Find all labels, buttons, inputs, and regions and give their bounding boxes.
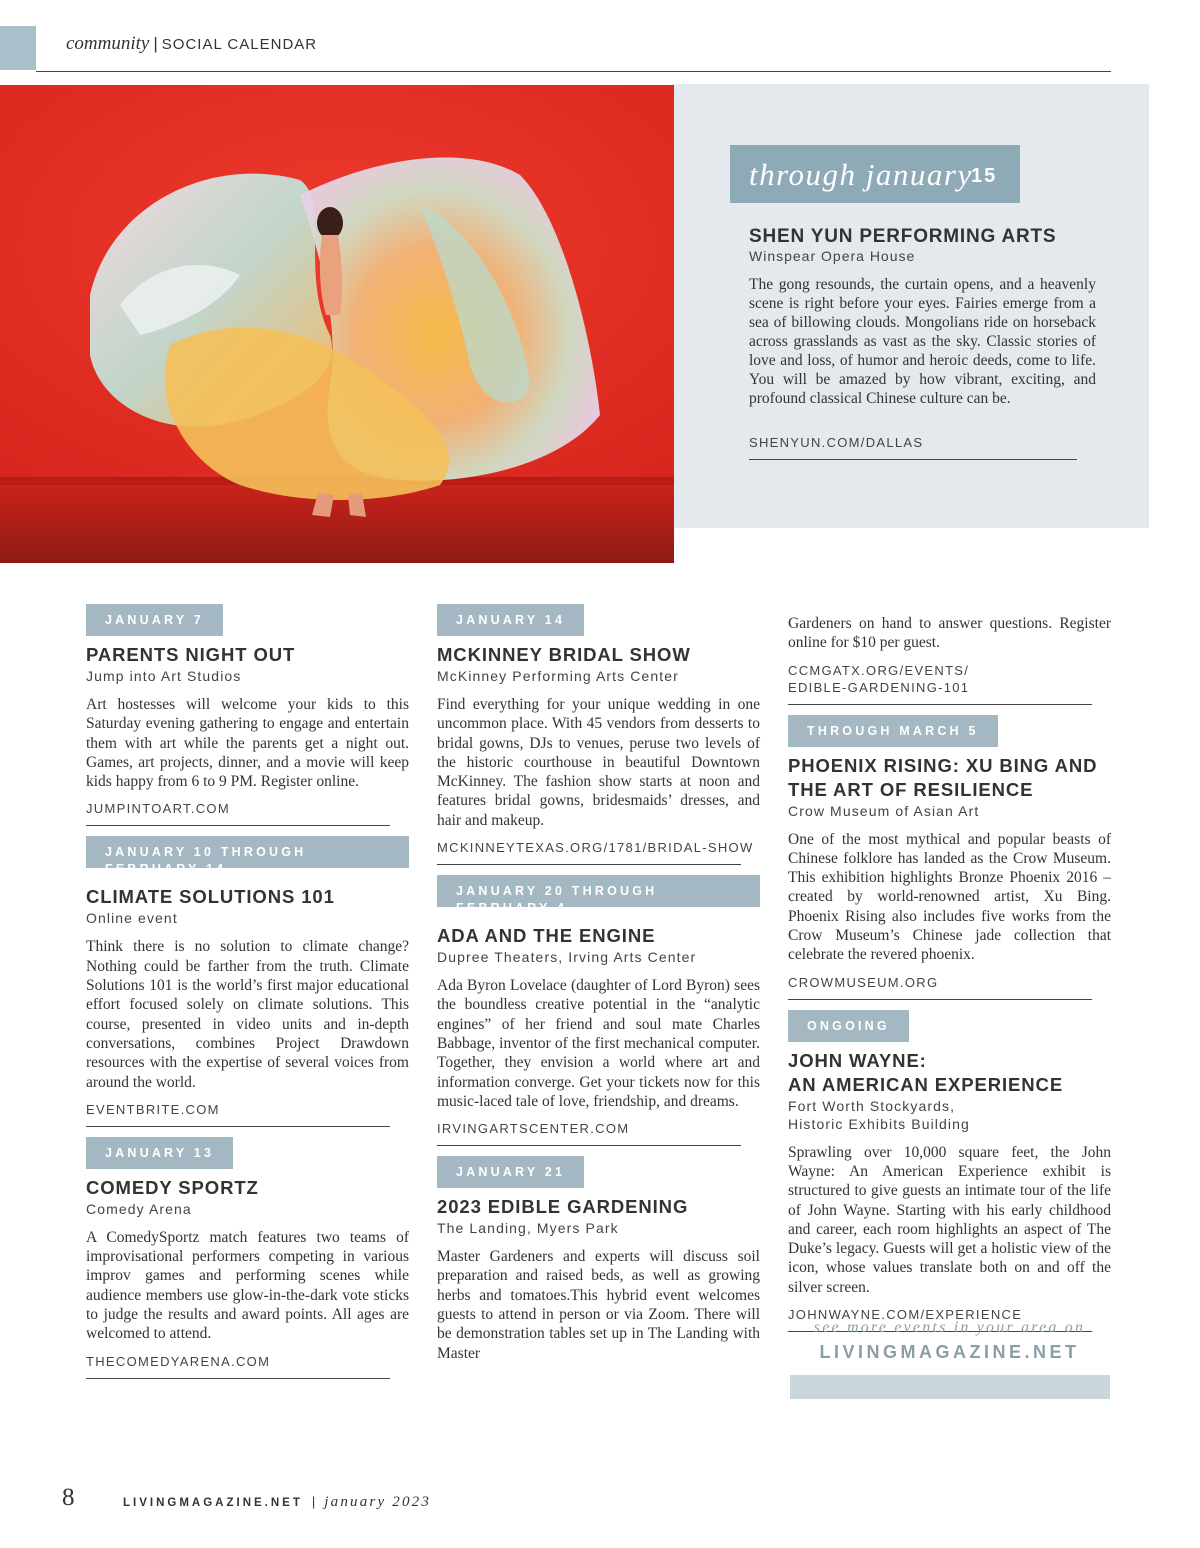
event-link[interactable]: IRVINGARTSCENTER.COM: [437, 1121, 630, 1137]
event-description: Sprawling over 10,000 square feet, the John Wayne: An American Experience exhibit is structured to give guests an intimate tour of the life of John Wayne. Starting with his early childhood and career, each room highlights an aspect of The Duke’s legacy. Guests will get a holistic view of the icon, whose values translate both on and off the silver screen.: [788, 1143, 1111, 1296]
event-title: [788, 754, 1111, 802]
event-venue-line-2: Historic Exhibits Building: [788, 1115, 970, 1132]
event-divider: [788, 704, 1092, 705]
feature-date-badge: [730, 145, 1020, 203]
event-link[interactable]: THECOMEDYARENA.COM: [86, 1353, 271, 1369]
header-tab: [0, 26, 36, 70]
feature-description: The gong resounds, the curtain opens, and a heavenly scene is right before your eyes. Fairies emerge from a sea of billowing clouds. Mongolians ride on horseback across grasslands as vast as the sky. Classic stories of love and loss, of humor and heroic deeds, come to life. You will be amazed by how vibrant, exciting, and profound classical Chinese culture can be.: [749, 276, 1096, 407]
event-title: COMEDY SPORTZ: [86, 1176, 259, 1198]
event-date-badge: ONGOING: [788, 1010, 909, 1042]
event-description: Master Gardeners and experts will discuss soil preparation and raised beds, as well as growing herbs and tomatoes.This hybrid event welcomes guests to attend in person or via Zoom. There will be demonstration tables set up in The Landing with Master: [437, 1248, 760, 1362]
event-divider: [86, 1126, 390, 1127]
event-divider: [437, 864, 741, 865]
page-number: 8: [62, 1484, 75, 1511]
more-events-bar: [790, 1375, 1110, 1399]
event-venue: The Landing, Myers Park: [437, 1220, 619, 1237]
event-climate-solutions: [86, 836, 409, 1126]
event-divider: [788, 999, 1092, 1000]
event-link-line-2: EDIBLE-GARDENING-101: [788, 679, 970, 695]
event-venue-line-1: Fort Worth Stockyards,: [788, 1097, 956, 1114]
event-description: Ada Byron Lovelace (daughter of Lord Byron) sees the boundless creative potential in the “analytic engines” of her friend and soul mate Charles Babbage, inventor of the first mechanical computer. Together, they envision a world where art and information converge. Get your tickets now for this music-laced tale of love, friendship, and dreams.: [437, 977, 760, 1110]
event-title: PARENTS NIGHT OUT: [86, 644, 296, 665]
event-date-badge: JANUARY 7: [86, 604, 223, 636]
section-name: community: [66, 33, 150, 54]
event-link[interactable]: JOHNWAYNE.COM/EXPERIENCE: [788, 1307, 1023, 1323]
event-date-badge: JANUARY 10 THROUGH FEBRUARY 14: [86, 836, 409, 868]
event-mckinney-bridal-show: [437, 604, 760, 865]
event-phoenix-rising: [788, 715, 1111, 1000]
event-venue: Crow Museum of Asian Art: [788, 802, 980, 819]
event-link[interactable]: EVENTBRITE.COM: [86, 1101, 220, 1117]
events-column-1: [86, 604, 409, 1389]
event-venue: Dupree Theaters, Irving Arts Center: [437, 949, 697, 966]
event-date-badge: JANUARY 20 THROUGH FEBRUARY 4: [437, 875, 760, 907]
event-link[interactable]: [788, 662, 1111, 696]
event-title-line-1: JOHN WAYNE:: [788, 1049, 927, 1071]
events-column-3: [788, 614, 1111, 1342]
event-description-continued: Gardeners on hand to answer questions. Register online for $10 per guest.: [788, 615, 1111, 652]
event-date-badge: JANUARY 21: [437, 1156, 584, 1188]
event-description: Art hostesses will welcome your kids to this Saturday evening gathering to engage and entertain them with art while the parents get a night out. Games, art projects, dinner, and a movie will keep kids happy from 6 to 9 PM. Register online.: [86, 696, 409, 791]
event-venue: [788, 1097, 1111, 1133]
event-date-badge: JANUARY 14: [437, 604, 584, 636]
event-description: A ComedySportz match features two teams of improvisational performers competing in various improv games and performing scenes while audience members use glow-in-the-dark vote sticks to judge the results and award points. All ages are welcomed to attend.: [86, 1228, 409, 1343]
more-events-prompt: see more events in your area on: [813, 1319, 1086, 1336]
event-link[interactable]: CROWMUSEUM.ORG: [788, 974, 939, 990]
feature-photo-dancer: [0, 85, 674, 563]
section-header: [66, 33, 317, 55]
feature-venue: Winspear Opera House: [749, 248, 916, 264]
event-edible-gardening-continued: [788, 614, 1111, 705]
feature-divider: [749, 459, 1077, 460]
event-link[interactable]: JUMPINTOART.COM: [86, 801, 230, 817]
event-description: Think there is no solution to climate change? Nothing could be farther from the truth. Climate Solutions 101 is the world’s first major educational effort focused solely on climate solutions. This course, presented in video units and in-depth conversations, combines Project Drawdown resources with the expertise of several voices from around the world.: [86, 938, 409, 1091]
footer: [123, 1494, 431, 1511]
event-venue: Comedy Arena: [86, 1200, 192, 1217]
events-column-2: [437, 604, 760, 1363]
event-title: [788, 1049, 1111, 1097]
event-title: CLIMATE SOLUTIONS 101: [86, 886, 335, 908]
event-parents-night-out: [86, 604, 409, 826]
event-link-line-1: CCMGATX.ORG/EVENTS/: [788, 662, 970, 678]
event-venue: Jump into Art Studios: [86, 668, 242, 684]
event-date-badge: THROUGH MARCH 5: [788, 715, 998, 747]
event-ada-and-the-engine: [437, 875, 760, 1146]
event-title-line-2: AN AMERICAN EXPERIENCE: [788, 1073, 1064, 1095]
feature-link[interactable]: SHENYUN.COM/DALLAS: [749, 435, 924, 450]
event-venue: McKinney Performing Arts Center: [437, 668, 679, 684]
event-divider: [437, 1145, 741, 1146]
header-divider: |: [153, 34, 158, 53]
event-title: 2023 EDIBLE GARDENING: [437, 1196, 689, 1218]
event-date-badge: JANUARY 13: [86, 1137, 233, 1169]
event-edible-gardening: [437, 1156, 760, 1363]
feature-date-number: 15: [971, 165, 998, 187]
event-venue: Online event: [86, 910, 178, 927]
event-title: ADA AND THE ENGINE: [437, 925, 656, 947]
more-events-link[interactable]: LIVINGMAGAZINE.NET: [819, 1342, 1080, 1362]
header-rule: [36, 71, 1111, 72]
event-divider: [86, 825, 390, 826]
event-divider: [86, 1378, 390, 1379]
footer-divider: |: [311, 1494, 316, 1509]
event-description: Find everything for your unique wedding in one uncommon place. With 45 vendors from desserts to bridal gowns, DJs to venues, peruse two levels of the historic courthouse in beautiful Downtown McKinney. The fashion show starts at noon and features bridal gowns, bridesmaids’ dresses, and hair and makeup.: [437, 696, 760, 829]
event-title: MCKINNEY BRIDAL SHOW: [437, 644, 691, 665]
event-title-line-2: THE ART OF RESILIENCE: [788, 778, 1034, 800]
footer-site: LIVINGMAGAZINE.NET: [123, 1497, 303, 1509]
event-title-line-1: PHOENIX RISING: XU BING AND: [788, 754, 1098, 776]
event-description: One of the most mythical and popular beasts of Chinese folklore has landed as the Crow Museum. This exhibition highlights Bronze Phoenix 2016 – created by world-renowned artist, Xu Bing. Phoenix Rising also includes five works from the Crow Museum’s Chinese jade collection that celebrate the revered phoenix.: [788, 830, 1111, 964]
event-comedy-sportz: [86, 1137, 409, 1379]
event-link[interactable]: MCKINNEYTEXAS.ORG/1781/BRIDAL-SHOW: [437, 840, 754, 856]
footer-date: january 2023: [324, 1494, 432, 1510]
section-title: SOCIAL CALENDAR: [161, 36, 318, 53]
feature-date-text: through january: [749, 157, 973, 192]
event-john-wayne: [788, 1010, 1111, 1332]
feature-title: SHEN YUN PERFORMING ARTS: [749, 226, 1057, 247]
